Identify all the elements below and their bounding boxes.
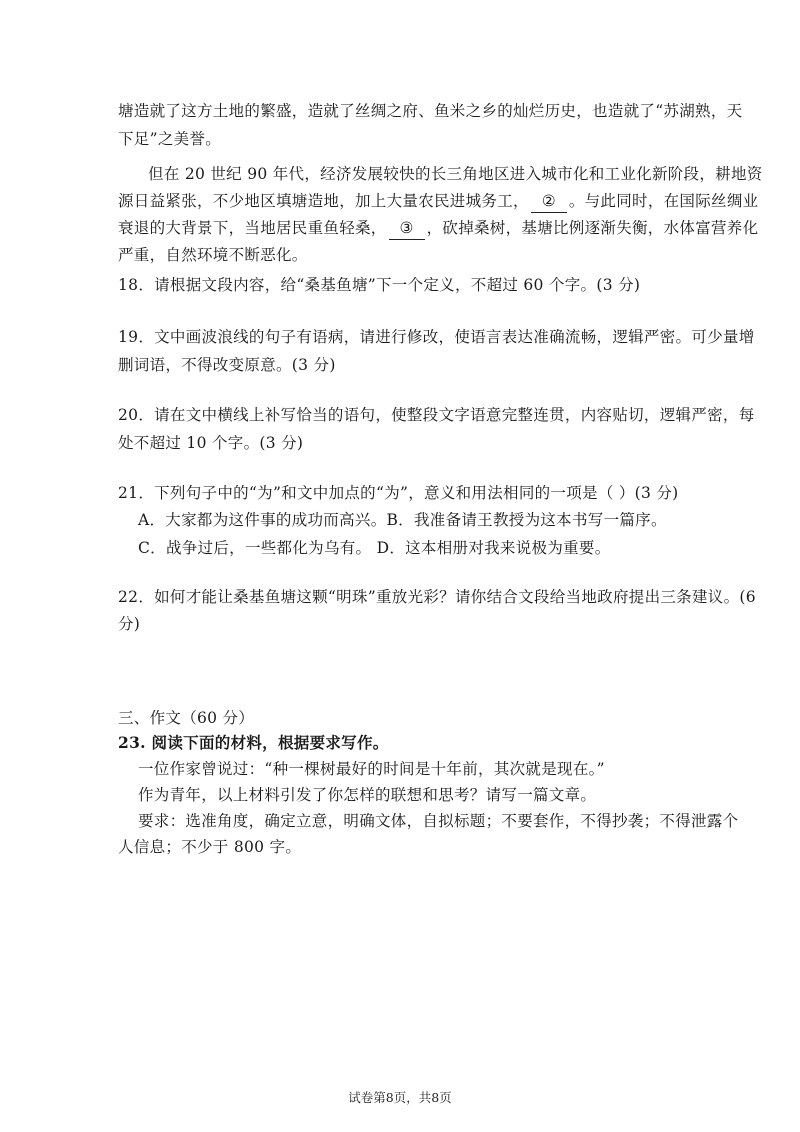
question-22-line2: 分) xyxy=(118,615,141,633)
passage-paragraph2-line3 xyxy=(118,217,758,240)
question-21-options-ab: A．大家都为这件事的成功而高兴。B．我准备请王教授为这本书写一篇序。 xyxy=(138,511,667,529)
question-18: 18．请根据文段内容，给“桑基鱼塘”下一个定义，不超过 60 个字。(3 分) xyxy=(118,276,641,294)
passage-paragraph1-line1: 塘造就了这方土地的繁盛，造就了丝绸之府、鱼米之乡的灿烂历史，也造就了“苏湖熟，天 xyxy=(118,102,743,120)
essay-prompt: 作为青年，以上材料引发了你怎样的联想和思考？请写一篇文章。 xyxy=(138,786,597,804)
essay-requirements-line1: 要求：选准角度，确定立意，明确文体，自拟标题；不要套作，不得抄袭；不得泄露个 xyxy=(138,812,739,830)
question-22-line1: 22．如何才能让桑基鱼塘这颗“明珠”重放光彩？请你结合文段给当地政府提出三条建议。(6 xyxy=(118,588,756,606)
question-19-line2: 删词语，不得改变原意。(3 分) xyxy=(118,356,336,374)
fill-blank-3: ③ xyxy=(389,217,425,240)
passage-text: 。与此同时，在国际丝绸业 xyxy=(568,192,759,210)
question-21-options-cd: C．战争过后，一些都化为乌有。 D．这本相册对我来说极为重要。 xyxy=(138,539,611,557)
essay-quote: 一位作家曾说过：“种一棵树最好的时间是十年前，其次就是现在。” xyxy=(138,760,605,778)
passage-text: 源日益紧张，不少地区填塘造地，加上大量农民进城务工， xyxy=(118,192,529,210)
section-title-essay: 三、作文（60 分） xyxy=(118,709,255,727)
passage-text: ，砍掉桑树，基塘比例逐渐失衡，水体富营养化 xyxy=(426,219,759,237)
question-20-line2: 处不超过 10 个字。(3 分) xyxy=(118,434,304,452)
passage-paragraph1-line2: 下足”之美誉。 xyxy=(118,130,222,148)
passage-paragraph2-line2 xyxy=(118,190,758,213)
passage-paragraph2-line1: 但在 20 世纪 90 年代，经济发展较快的长三角地区进入城市化和工业化新阶段，耕地资 xyxy=(148,165,763,183)
passage-paragraph2-line4: 严重，自然环境不断恶化。 xyxy=(118,246,308,264)
page-footer: 试卷第8页，共8页 xyxy=(348,1090,452,1105)
question-21: 21．下列句子中的“为”和文中加点的“为”，意义和用法相同的一项是（ ）(3 分) xyxy=(118,484,679,502)
question-23-title: 23. 阅读下面的材料，根据要求写作。 xyxy=(118,733,389,752)
essay-requirements-line2: 人信息；不少于 800 字。 xyxy=(118,838,302,856)
question-20-line1: 20．请在文中横线上补写恰当的语句，使整段文字语意完整连贯，内容贴切，逻辑严密，每 xyxy=(118,406,755,424)
question-19-line1: 19．文中画波浪线的句子有语病，请进行修改，使语言表达准确流畅，逻辑严密。可少量增 xyxy=(118,328,755,346)
fill-blank-2: ② xyxy=(531,190,567,213)
passage-text: 衰退的大背景下，当地居民重鱼轻桑， xyxy=(118,219,387,237)
